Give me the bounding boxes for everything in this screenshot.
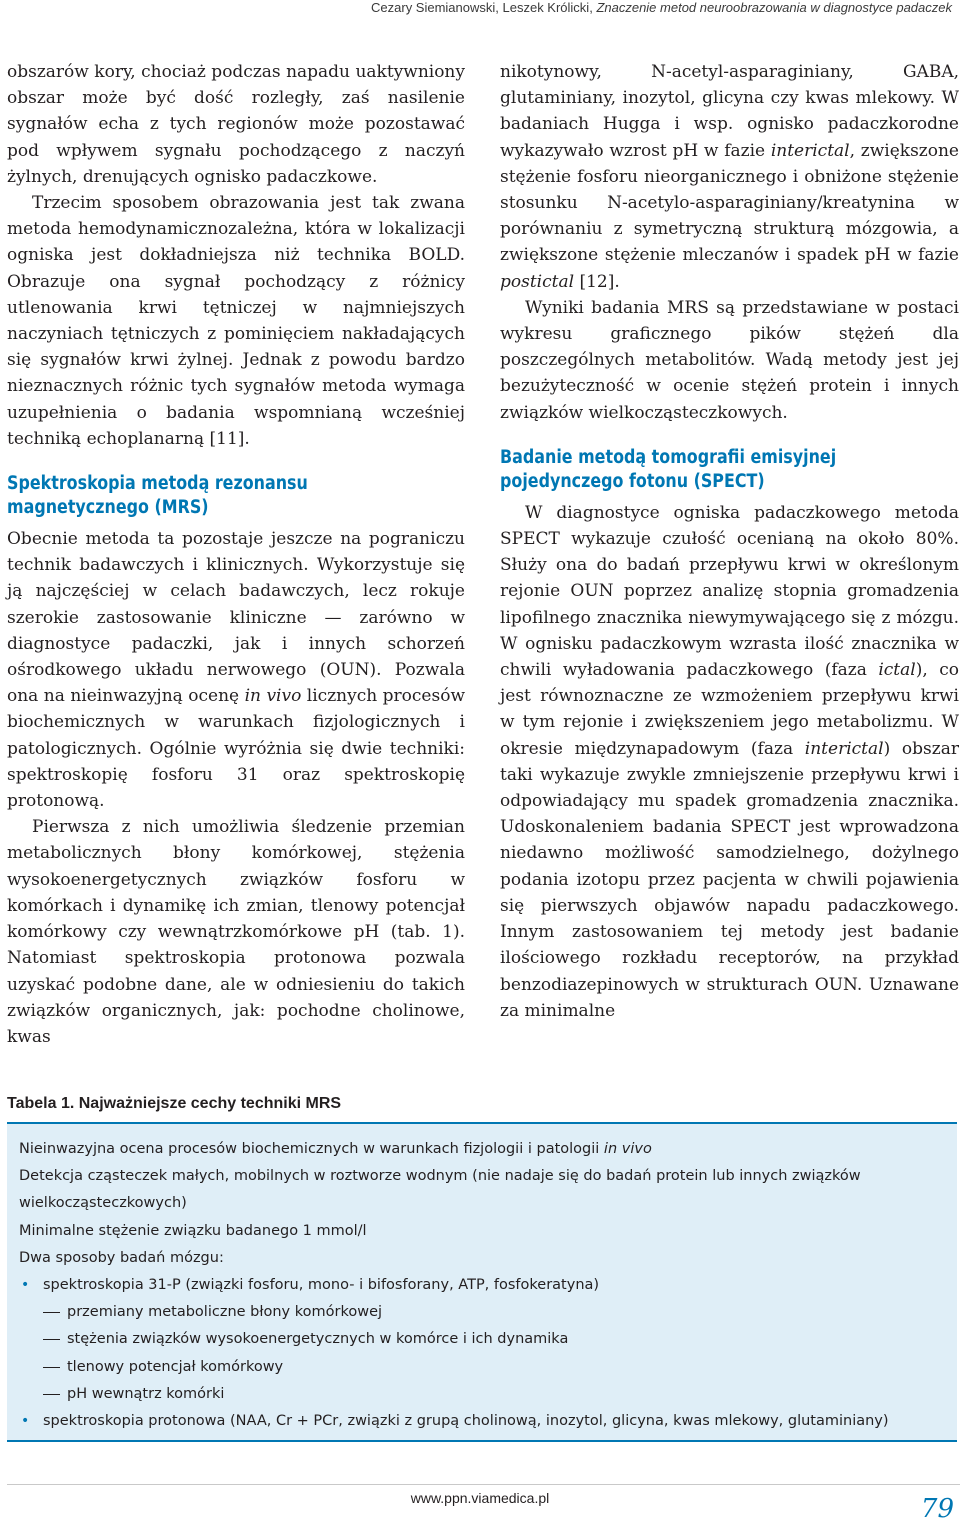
header-title: Znaczenie metod neuroobrazowania w diagnostyce padaczek [596,0,952,15]
spect-heading-line-1: Badanie metodą tomografii emisyjnej [500,446,837,468]
right-paragraph-3-italic-2: interictal [804,738,884,759]
left-paragraph-3-part-a: Obecnie metoda ta pozostaje jeszcze na pograniczu technik badawczych i klinicznych. Wykorzystuje się ją najczęściej w celach badawczych, lecz rokuje szerokie zastosowanie kliniczne — zarówno w diagnostyce padaczki, jak i innych schorzeń ośrodkowego układu nerwowego (OUN). Pozwala ona na nieinwazyjną ocenę [7,529,465,707]
table-row-1-italic: in vivo [603,1141,652,1157]
mrs-heading-line-2: magnetycznego (MRS) [7,497,209,519]
right-paragraph-3-italic-1: ictal [878,660,916,681]
right-paragraph-2: Wyniki badania MRS są przedstawiane w postaci wykresu graficznego pików stężeń dla poszczególnych metabolitów. Wadą metody jest jej bezużyteczność w ocenie stężeń protein i innych związków wielkocząsteczkowych. [500,297,959,423]
spect-heading-line-2: pojedynczego fotonu (SPECT) [500,470,765,492]
right-paragraph-3 [500,500,959,1024]
table-row: wielkocząsteczkowych) [19,1195,187,1212]
dash-text: stężenia związków wysokoenergetycznych w komórce i ich dynamika [67,1331,569,1348]
mrs-features-table [7,1122,957,1442]
bullet-icon: • [21,1413,30,1430]
table-dash-item [19,1326,957,1353]
running-header [0,0,952,16]
table-row: Detekcja cząsteczek małych, mobilnych w roztworze wodnym (nie nadaje się do badań protein lub innych związków [19,1168,861,1185]
left-column [7,59,465,1050]
dash-text: pH wewnątrz komórki [67,1385,225,1402]
right-paragraph-3-part-a: W diagnostyce ogniska padaczkowego metoda SPECT wykazuje czułość ocenianą na około 80%. Służy ona do badań przepływu krwi w określonym rejonie OUN poprzez analizę stopnia gromadzenia lipofilnego znacznika niewymywającego się z mózgu. W ognisku padaczkowym wzrasta ilość znacznika w chwili wyładowania padaczkowego (faza [500,502,959,681]
page-number: 79 [920,1494,954,1524]
table-bullet-item [19,1408,957,1435]
right-paragraph-1-part-a: nikotynowy, N-acetyl-asparaginiany, GABA, glutaminiany, inozytol, glicyna czy kwas mlekowy. W badaniach Hugga i wsp. ognisko padaczkorodne wykazywało wzrost pH w fazie [500,62,959,161]
table-row [19,1136,957,1163]
dash-icon [43,1312,60,1313]
table-dash-item [19,1381,957,1408]
header-authors: Cezary Siemianowski, Leszek Królicki, [371,0,593,15]
table-dash-item [19,1354,957,1381]
dash-icon [43,1339,60,1340]
dash-icon [43,1394,60,1395]
table-dash-item [19,1299,957,1326]
spect-section-heading [500,446,895,494]
left-paragraph-3-part-b: licznych procesów biochemicznych w warunkach fizjologicznych i patologicznych. Ogólnie wyróżnia się dwie techniki: spektroskopię fosforu 31 oraz spektroskopię protonową. [7,686,465,812]
right-paragraph-1-italic-2: postictal [500,271,575,292]
right-paragraph-3-part-b: ), co jest równoznaczne ze wzmożeniem przepływu krwi w tym rejonie i zwiększeniem jego metabolizmu. W okresie międzynapadowym (faza [500,660,959,759]
right-paragraph-1-part-c: [12]. [574,271,620,292]
right-paragraph-1-italic-1: interictal [770,140,850,161]
dash-icon [43,1367,60,1368]
right-column [500,59,959,1024]
mrs-heading-line-1: Spektroskopia metodą rezonansu [7,473,308,495]
bullet-text: spektroskopia protonowa (NAA, Cr + PCr, związki z grupą cholinową, inozytol, glicyna, kwas mlekowy, glutaminiany) [43,1413,889,1430]
table-row: Dwa sposoby badań mózgu: [19,1249,224,1266]
table-bullet-item [19,1272,957,1299]
table-caption: Tabela 1. Najważniejsze cechy techniki MRS [7,1095,342,1112]
left-paragraph-2: Trzecim sposobem obrazowania jest tak zwana metoda hemodynamicznozależna, która w lokalizacji ogniska jest dokładniejsza niż technika BOLD. Obrazuje ona sygnał pochodzący z różnicy utlenowania krwi tętniczej w najmniejszych naczyniach tętniczych z pominięciem nakładających się sygnałów krwi żylnej. Jednak z powodu bardzo nieznacznych różnic tych sygnałów metoda wymaga uzupełnienia o badania wspomnianą wcześniej techniką echoplanarną [11]. [7,193,465,449]
footer-url: www.ppn.viamedica.pl [410,1490,550,1506]
right-paragraph-1-part-b: , zwiększone stężenie fosforu nieorganicznego i obniżone stężenie stosunku N-acetylo-asparaginiany/kreatynina w porównaniu z symetryczną strukturą mózgowia, a zwiększone stężenie mleczanów i spadek pH w fazie [500,140,959,266]
left-paragraph-3-italic: in vivo [244,686,302,707]
dash-text: przemiany metaboliczne błony komórkowej [67,1304,383,1321]
mrs-section-heading [7,472,401,520]
bullet-text: spektroskopia 31-P (związki fosforu, mono- i bifosforany, ATP, fosfokeratyna) [43,1277,600,1294]
left-paragraph-4: Pierwsza z nich umożliwia śledzenie przemian metabolicznych błony komórkowej, stężenia wysokoenergetycznych związków fosforu w komórkach i dynamikę ich zmian, tlenowy potencjał komórkowy czy wewnątrzkomórkowe pH (tab. 1). Natomiast spektroskopia protonowa pozwala uzyskać podobne dane, ale w odniesieniu do takich związków organicznych, jak: pochodne cholinowe, kwas [7,817,465,1047]
right-paragraph-3-part-c: ) obszar taki wykazuje zwykle zmniejszenie przepływu krwi i odpowiadający mu spadek gromadzenia znacznika. Udoskonaleniem badania SPECT jest wprowadzona niedawno możliwość samodzielnego, dożylnego podania izotopu przez pacjenta w chwili pojawienia się pierwszych objawów napadu padaczkowego. Innym zastosowaniem tej metody jest badanie ilościowego rozkładu receptorów, na przykład benzodiazepinowych w strukturach OUN. Uznawane za minimalne [500,738,959,1021]
left-paragraph-1: obszarów kory, chociaż podczas napadu uaktywniony obszar może być dość rozległy, zaś nasilenie sygnałów echa z tych regionów może pozostawać pod wpływem sygnału pochodzącego z naczyń żylnych, drenujących ognisko padaczkowe. [7,62,465,187]
bullet-icon: • [21,1277,30,1294]
footer-divider [7,1484,960,1485]
left-paragraph-3 [7,526,465,814]
dash-text: tlenowy potencjał komórkowy [67,1358,284,1375]
table-row-1-text: Nieinwazyjna ocena procesów biochemicznych w warunkach fizjologii i patologii [19,1141,604,1157]
right-paragraph-1 [500,59,959,295]
table-row: Minimalne stężenie związku badanego 1 mmol/l [19,1222,367,1239]
